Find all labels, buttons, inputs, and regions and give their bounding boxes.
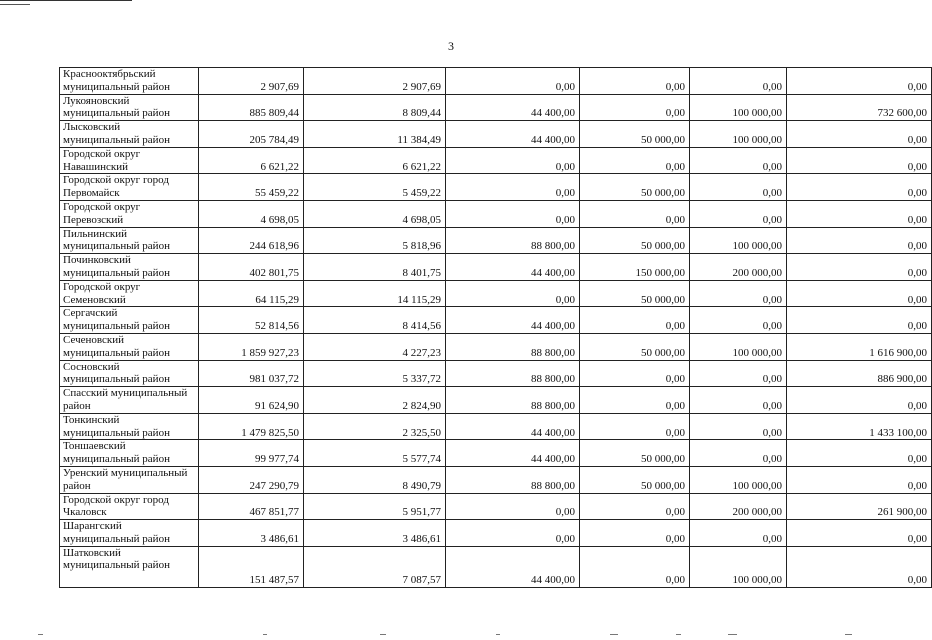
amount-cell-col-6: 0,00 (787, 121, 932, 148)
amount-cell-col-3: 44 400,00 (446, 121, 580, 148)
amount-cell-col-5: 0,00 (690, 307, 787, 334)
amount-cell-col-4: 0,00 (580, 68, 690, 95)
scan-artifacts (0, 632, 905, 640)
amount-cell-col-1: 6 621,22 (199, 147, 304, 174)
amount-cell-col-1: 52 814,56 (199, 307, 304, 334)
amount-cell-col-2: 5 337,72 (304, 360, 446, 387)
amount-cell-col-6: 1 433 100,00 (787, 413, 932, 440)
amount-cell-col-5: 100 000,00 (690, 121, 787, 148)
amount-cell-col-2: 5 818,96 (304, 227, 446, 254)
amount-cell-col-2: 8 414,56 (304, 307, 446, 334)
table-row (60, 121, 932, 148)
table-row (60, 174, 932, 201)
district-name-cell: Городской округ Навашинский (60, 147, 199, 174)
amount-cell-col-4: 50 000,00 (580, 280, 690, 307)
amount-cell-col-2: 8 401,75 (304, 254, 446, 281)
amount-cell-col-2: 2 907,69 (304, 68, 446, 95)
amount-cell-col-1: 4 698,05 (199, 200, 304, 227)
amount-cell-col-5: 0,00 (690, 520, 787, 547)
amount-cell-col-3: 0,00 (446, 520, 580, 547)
page-number: 3 (448, 39, 454, 53)
table-row (60, 546, 932, 587)
amount-cell-col-3: 0,00 (446, 200, 580, 227)
amount-cell-col-1: 64 115,29 (199, 280, 304, 307)
amount-cell-col-6: 886 900,00 (787, 360, 932, 387)
amount-cell-col-2: 8 809,44 (304, 94, 446, 121)
table-row (60, 227, 932, 254)
amount-cell-col-3: 44 400,00 (446, 413, 580, 440)
amount-cell-col-5: 200 000,00 (690, 493, 787, 520)
amount-cell-col-6: 0,00 (787, 280, 932, 307)
scan-corner-mark (0, 0, 132, 5)
amount-cell-col-3: 0,00 (446, 174, 580, 201)
amount-cell-col-3: 88 800,00 (446, 466, 580, 493)
amount-cell-col-1: 244 618,96 (199, 227, 304, 254)
table-row (60, 466, 932, 493)
table-row (60, 360, 932, 387)
amount-cell-col-6: 0,00 (787, 440, 932, 467)
table-row (60, 333, 932, 360)
amount-cell-col-3: 0,00 (446, 147, 580, 174)
district-name-cell: Шарангский муниципальный район (60, 520, 199, 547)
amount-cell-col-4: 50 000,00 (580, 121, 690, 148)
amount-cell-col-1: 1 859 927,23 (199, 333, 304, 360)
amount-cell-col-2: 7 087,57 (304, 546, 446, 587)
amount-cell-col-6: 1 616 900,00 (787, 333, 932, 360)
district-name-cell: Уренский муниципальный район (60, 466, 199, 493)
district-name-cell: Городской округ Перевозский (60, 200, 199, 227)
amount-cell-col-3: 44 400,00 (446, 440, 580, 467)
table-row (60, 413, 932, 440)
amount-cell-col-2: 5 577,74 (304, 440, 446, 467)
allocation-table (59, 67, 932, 588)
amount-cell-col-1: 1 479 825,50 (199, 413, 304, 440)
district-name-cell: Сеченовский муниципальный район (60, 333, 199, 360)
amount-cell-col-4: 0,00 (580, 413, 690, 440)
table-row (60, 387, 932, 414)
amount-cell-col-1: 91 624,90 (199, 387, 304, 414)
table-row (60, 94, 932, 121)
amount-cell-col-3: 88 800,00 (446, 227, 580, 254)
amount-cell-col-1: 151 487,57 (199, 546, 304, 587)
amount-cell-col-6: 0,00 (787, 227, 932, 254)
district-name-cell: Починковский муниципальный район (60, 254, 199, 281)
amount-cell-col-2: 5 951,77 (304, 493, 446, 520)
amount-cell-col-5: 100 000,00 (690, 227, 787, 254)
amount-cell-col-4: 50 000,00 (580, 466, 690, 493)
district-name-cell: Сосновский муниципальный район (60, 360, 199, 387)
amount-cell-col-6: 0,00 (787, 387, 932, 414)
amount-cell-col-5: 100 000,00 (690, 94, 787, 121)
amount-cell-col-6: 0,00 (787, 307, 932, 334)
amount-cell-col-1: 205 784,49 (199, 121, 304, 148)
amount-cell-col-1: 402 801,75 (199, 254, 304, 281)
table-row (60, 200, 932, 227)
table-row (60, 68, 932, 95)
amount-cell-col-1: 2 907,69 (199, 68, 304, 95)
amount-cell-col-2: 3 486,61 (304, 520, 446, 547)
amount-cell-col-6: 0,00 (787, 174, 932, 201)
amount-cell-col-3: 0,00 (446, 68, 580, 95)
amount-cell-col-4: 0,00 (580, 520, 690, 547)
amount-cell-col-3: 44 400,00 (446, 307, 580, 334)
amount-cell-col-5: 0,00 (690, 200, 787, 227)
amount-cell-col-2: 14 115,29 (304, 280, 446, 307)
amount-cell-col-6: 0,00 (787, 546, 932, 587)
table-row (60, 440, 932, 467)
district-name-cell: Пильнинский муниципальный район (60, 227, 199, 254)
amount-cell-col-3: 88 800,00 (446, 333, 580, 360)
amount-cell-col-6: 261 900,00 (787, 493, 932, 520)
district-name-cell: Шатковский муниципальный район (60, 546, 199, 587)
amount-cell-col-6: 0,00 (787, 466, 932, 493)
amount-cell-col-1: 3 486,61 (199, 520, 304, 547)
district-name-cell: Тонкинский муниципальный район (60, 413, 199, 440)
amount-cell-col-4: 0,00 (580, 546, 690, 587)
amount-cell-col-2: 4 698,05 (304, 200, 446, 227)
district-name-cell: Сергачский муниципальный район (60, 307, 199, 334)
amount-cell-col-4: 0,00 (580, 493, 690, 520)
district-name-cell: Краснооктябрьский муниципальный район (60, 68, 199, 95)
amount-cell-col-6: 0,00 (787, 254, 932, 281)
amount-cell-col-4: 0,00 (580, 147, 690, 174)
amount-cell-col-3: 88 800,00 (446, 360, 580, 387)
district-name-cell: Спасский муниципальный район (60, 387, 199, 414)
district-name-cell: Лысковский муниципальный район (60, 121, 199, 148)
amount-cell-col-6: 0,00 (787, 200, 932, 227)
amount-cell-col-4: 50 000,00 (580, 227, 690, 254)
amount-cell-col-5: 0,00 (690, 360, 787, 387)
amount-cell-col-3: 0,00 (446, 493, 580, 520)
amount-cell-col-4: 0,00 (580, 360, 690, 387)
amount-cell-col-4: 50 000,00 (580, 440, 690, 467)
district-name-cell: Городской округ город Первомайск (60, 174, 199, 201)
table-row (60, 280, 932, 307)
amount-cell-col-2: 4 227,23 (304, 333, 446, 360)
amount-cell-col-4: 50 000,00 (580, 174, 690, 201)
amount-cell-col-5: 0,00 (690, 440, 787, 467)
amount-cell-col-1: 99 977,74 (199, 440, 304, 467)
amount-cell-col-6: 0,00 (787, 68, 932, 95)
amount-cell-col-3: 44 400,00 (446, 546, 580, 587)
table-row (60, 520, 932, 547)
district-name-cell: Лукояновский муниципальный район (60, 94, 199, 121)
amount-cell-col-5: 100 000,00 (690, 546, 787, 587)
amount-cell-col-5: 0,00 (690, 280, 787, 307)
amount-cell-col-1: 885 809,44 (199, 94, 304, 121)
amount-cell-col-5: 0,00 (690, 174, 787, 201)
amount-cell-col-5: 0,00 (690, 413, 787, 440)
amount-cell-col-4: 150 000,00 (580, 254, 690, 281)
amount-cell-col-2: 8 490,79 (304, 466, 446, 493)
amount-cell-col-2: 5 459,22 (304, 174, 446, 201)
amount-cell-col-5: 0,00 (690, 147, 787, 174)
amount-cell-col-2: 6 621,22 (304, 147, 446, 174)
district-name-cell: Городской округ Семеновский (60, 280, 199, 307)
amount-cell-col-4: 50 000,00 (580, 333, 690, 360)
amount-cell-col-1: 981 037,72 (199, 360, 304, 387)
amount-cell-col-3: 0,00 (446, 280, 580, 307)
table-row (60, 493, 932, 520)
table-body (60, 68, 932, 588)
amount-cell-col-5: 0,00 (690, 387, 787, 414)
amount-cell-col-5: 0,00 (690, 68, 787, 95)
amount-cell-col-2: 2 325,50 (304, 413, 446, 440)
table-row (60, 307, 932, 334)
amount-cell-col-5: 200 000,00 (690, 254, 787, 281)
amount-cell-col-5: 100 000,00 (690, 333, 787, 360)
amount-cell-col-4: 0,00 (580, 94, 690, 121)
amount-cell-col-1: 247 290,79 (199, 466, 304, 493)
amount-cell-col-5: 100 000,00 (690, 466, 787, 493)
amount-cell-col-3: 44 400,00 (446, 254, 580, 281)
amount-cell-col-1: 55 459,22 (199, 174, 304, 201)
amount-cell-col-1: 467 851,77 (199, 493, 304, 520)
amount-cell-col-3: 44 400,00 (446, 94, 580, 121)
amount-cell-col-6: 732 600,00 (787, 94, 932, 121)
amount-cell-col-4: 0,00 (580, 387, 690, 414)
district-name-cell: Тоншаевский муниципальный район (60, 440, 199, 467)
amount-cell-col-4: 0,00 (580, 307, 690, 334)
table-row (60, 254, 932, 281)
amount-cell-col-2: 2 824,90 (304, 387, 446, 414)
amount-cell-col-3: 88 800,00 (446, 387, 580, 414)
amount-cell-col-4: 0,00 (580, 200, 690, 227)
amount-cell-col-6: 0,00 (787, 147, 932, 174)
amount-cell-col-6: 0,00 (787, 520, 932, 547)
amount-cell-col-2: 11 384,49 (304, 121, 446, 148)
district-name-cell: Городской округ город Чкаловск (60, 493, 199, 520)
table-row (60, 147, 932, 174)
